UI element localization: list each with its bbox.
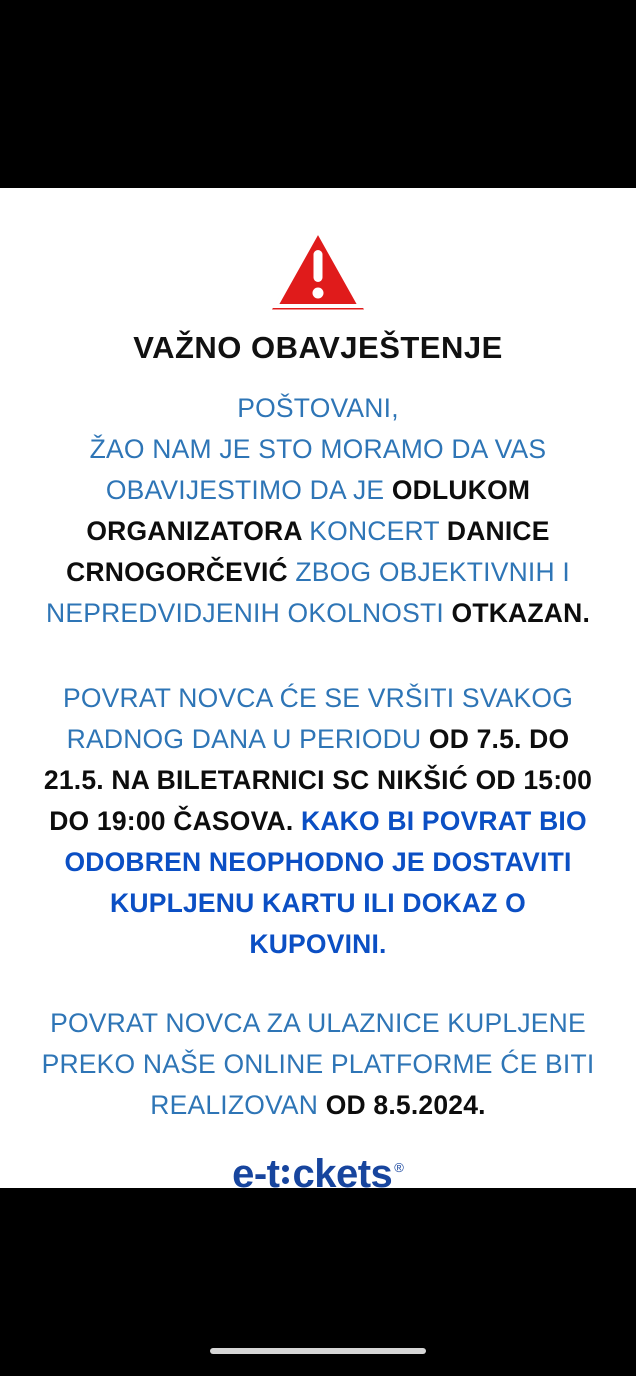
text-segment-bold: OD 8.5.2024. — [325, 1090, 486, 1120]
logo-prefix: e-t — [232, 1152, 280, 1196]
logo-suffix: ckets — [292, 1152, 393, 1196]
text-segment-bold: OD 7.5. DO 21.5. NA BILETARNICI SC NIKŠIĆ OD 15:00 DO 19:00 ČASOVA. — [43, 724, 593, 836]
text-segment-bold: ODLUKOM ORGANIZATORA — [86, 475, 531, 546]
text-segment-bold-blue: KAKO BI POVRAT BIO ODOBREN NEOPHODNO JE DOSTAVITI KUPLJENU KARTU ILI DOKAZ O KUPOVINI. — [64, 806, 587, 959]
text-segment: POVRAT NOVCA ĆE SE VRŠITI SVAKOG RADNOG DANA U PERIODU — [62, 683, 574, 754]
notice-card — [0, 188, 636, 1196]
logo-text — [232, 1152, 392, 1197]
text-segment-bold: OTKAZAN — [451, 598, 583, 628]
notice-paragraph-2 — [40, 678, 596, 965]
brand-logo — [232, 1152, 404, 1197]
notice-paragraph-1 — [40, 388, 596, 634]
text-segment: POŠTOVANI, — [237, 393, 399, 423]
page-title: VAŽNO OBAVJEŠTENJE — [133, 330, 503, 365]
text-segment: KONCERT — [309, 516, 447, 546]
notice-paragraph-3 — [40, 1003, 596, 1126]
text-segment-bold: DANICE CRNOGORČEVIĆ — [66, 516, 550, 587]
registered-mark: ® — [394, 1160, 404, 1175]
text-segment: ŽAO NAM JE STO MORAMO DA VAS OBAVIJESTIMO DA JE — [89, 434, 547, 505]
text-segment-bold: . — [582, 598, 591, 628]
text-segment: ZBOG OBJEKTIVNIH I NEPREDVIDJENIH OKOLNOSTI — [45, 557, 570, 628]
home-indicator[interactable] — [210, 1348, 426, 1354]
text-segment: POVRAT NOVCA ZA ULAZNICE KUPLJENE PREKO NAŠE ONLINE PLATFORME ĆE BITI REALIZOVAN — [41, 1008, 595, 1120]
warning-triangle-icon — [266, 220, 370, 314]
